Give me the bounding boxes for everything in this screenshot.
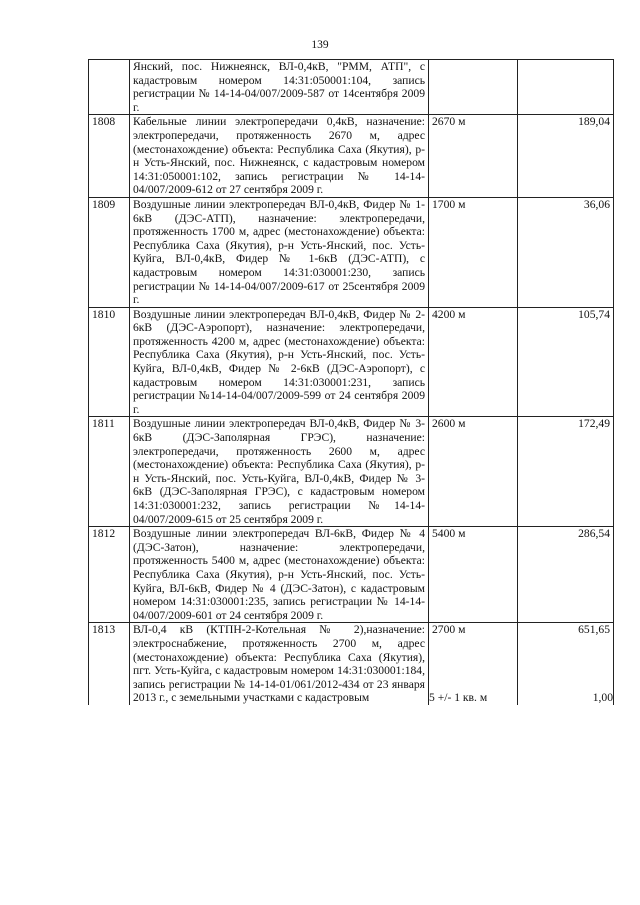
table-row (89, 115, 614, 198)
table-row (89, 197, 614, 307)
object-length-cell (429, 623, 518, 705)
table-row (89, 527, 614, 623)
table-row (89, 417, 614, 527)
row-number: 1813 (89, 623, 130, 705)
land-plot-area: 5 +/- 1 кв. м (429, 691, 488, 705)
object-value (518, 60, 614, 115)
row-number: 1812 (89, 527, 130, 623)
object-value: 36,06 (518, 197, 614, 307)
object-description: Воздушные линии электропередач ВЛ-0,4кВ, Фидер № 2-6кВ (ДЭС-Аэропорт), назначение: электропередачи, протяженность 4200 м, адрес (местонахождение) объекта: Республика Саха (Якутия), р-н Усть-Янский, пос. Усть-Куйга, ВЛ-0,4кВ, Фидер № 2-6кВ (ДЭС-Аэропорт), с кадастровым номером 14:31:030001:231, запись регистрации №14-14-04/007/2009-599 от 24 сентября 2009 г. (130, 307, 429, 417)
object-value: 651,65 (578, 623, 610, 637)
object-value: 172,49 (518, 417, 614, 527)
page-number: 139 (311, 39, 329, 51)
object-length: 4200 м (429, 307, 518, 417)
row-number: 1810 (89, 307, 130, 417)
property-register-table (88, 59, 614, 705)
object-length: 2600 м (429, 417, 518, 527)
row-number: 1809 (89, 197, 130, 307)
object-length: 2670 м (429, 115, 518, 198)
object-value-cell (518, 623, 614, 705)
land-plot-value: 1,00 (592, 691, 613, 705)
row-number: 1808 (89, 115, 130, 198)
object-description: Воздушные линии электропередач ВЛ-0,4кВ, Фидер № 1-6кВ (ДЭС-АТП), назначение: электропередачи, протяженность 1700 м, адрес (местонахождение) объекта: Республика Саха (Якутия), р-н Усть-Янский, пос. Усть-Куйга, ВЛ-0,4кВ, Фидер № 1-6кВ (ДЭС-АТП), с кадастровым номером 14:31:030001:230, запись регистрации № 14-14-04/007/2009-617 от 25сентября 2009 г. (130, 197, 429, 307)
object-description: Воздушные линии электропередач ВЛ-6кВ, Фидер № 4 (ДЭС-Затон), назначение: электропередачи, протяженность 5400 м, адрес (местонахождение) объекта: Республика Саха (Якутия), р-н Усть-Янский, пос. Усть-Куйга, ВЛ-6кВ, Фидер № 4 (ДЭС-Затон), с кадастровым номером 14:31:030001:235, запись регистрации № 14-14-04/007/2009-601 от 24 сентября 2009 г. (130, 527, 429, 623)
object-length (429, 60, 518, 115)
object-length: 1700 м (429, 197, 518, 307)
row-number (89, 60, 130, 115)
object-description: ВЛ-0,4 кВ (КТПН-2-Котельная № 2),назначение: электроснабжение, протяженность 2700 м, адрес (местонахождение) объекта: Республика Саха (Якутия), пгт. Усть-Куйга, с кадастровым номером 14:31:030001:184, запись регистрации № 14-14-01/061/2012-434 от 23 января 2013 г., с земельными участками с кадастровым (130, 623, 429, 705)
row-number: 1811 (89, 417, 130, 527)
object-value: 189,04 (518, 115, 614, 198)
table-row (89, 623, 614, 705)
table-row (89, 60, 614, 115)
object-value: 286,54 (518, 527, 614, 623)
object-length: 2700 м (432, 623, 466, 637)
object-description: Кабельные линии электропередачи 0,4кВ, назначение: электропередачи, протяженность 2670 м, адрес (местонахождение) объекта: Республика Саха (Якутия), р-н Усть-Янский, пос. Нижнеянск, с кадастровым номером 14:31:050001:102, запись регистрации № 14-14-04/007/2009-612 от 27 сентября 2009 г. (130, 115, 429, 198)
table-row (89, 307, 614, 417)
object-length: 5400 м (429, 527, 518, 623)
object-description: Воздушные линии электропередач ВЛ-0,4кВ, Фидер № 3-6кВ (ДЭС-Заполярная ГРЭС), назначение: электропередачи, протяженность 2600 м, адрес (местонахождение) объекта: Республика Саха (Якутия), р-н Усть-Янский, пос. Усть-Куйга, ВЛ-0,4кВ, Фидер № 3-6кВ (ДЭС-Заполярная ГРЭС), с кадастровым номером 14:31:030001:232, запись регистрации №14-14-04/007/2009-615 от 25 сентября 2009 г. (130, 417, 429, 527)
object-value: 105,74 (518, 307, 614, 417)
object-description: Янский, пос. Нижнеянск, ВЛ-0,4кВ, "РММ, АТП", с кадастровым номером 14:31:050001:104, запись регистрации № 14-14-04/007/2009-587 от 14сентября 2009 г. (130, 60, 429, 115)
